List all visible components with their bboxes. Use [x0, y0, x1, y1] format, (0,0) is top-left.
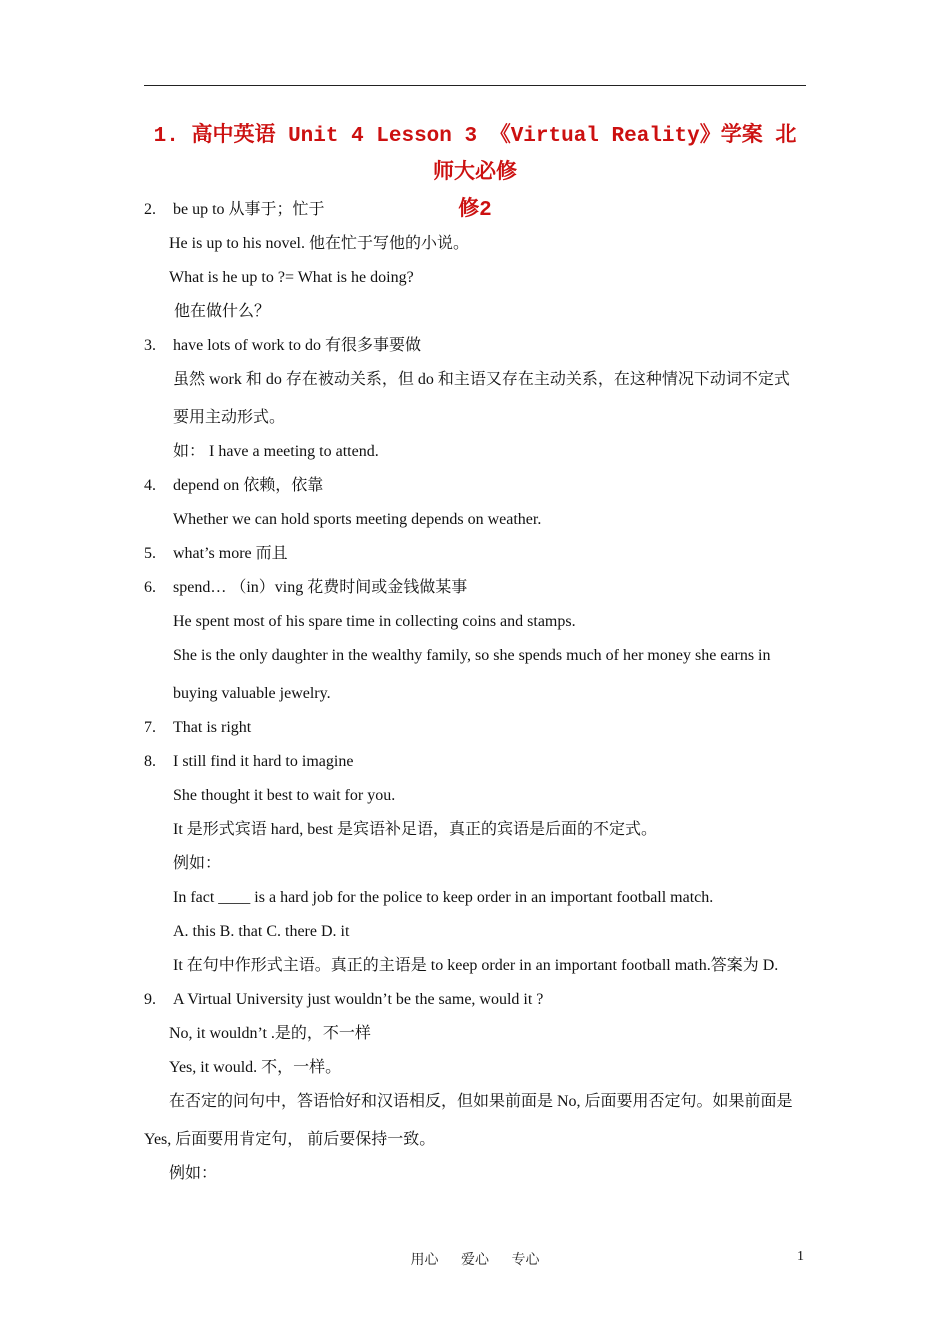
item-number: 8. — [144, 753, 156, 770]
item-heading: have lots of work to do 有很多事要做 — [173, 337, 421, 354]
page-number: 1 — [797, 1249, 804, 1264]
text-line: No, it wouldn’t .是的，不一样 — [169, 1025, 371, 1042]
text-line: 在否定的问句中，答语恰好和汉语相反，但如果前面是 No, 后面要用否定句。如果前面是 — [169, 1093, 793, 1110]
item-heading: I still find it hard to imagine — [173, 753, 354, 770]
text-line: 他在做什么？ — [174, 303, 271, 320]
item-heading: spend… （in）ving 花费时间或金钱做某事 — [173, 579, 468, 596]
footer-word: 专心 — [511, 1252, 540, 1268]
text-line: She is the only daughter in the wealthy family, so she spends much of her money she earns in — [173, 647, 771, 664]
item-heading: That is right — [173, 719, 252, 736]
page-footer — [0, 1249, 950, 1269]
text-line: In fact ____ is a hard job for the police to keep order in an important football match. — [173, 889, 714, 906]
text-line: Whether we can hold sports meeting depends on weather. — [173, 511, 542, 528]
text-line: It 是形式宾语 hard, best 是宾语补足语，真正的宾语是后面的不定式。 — [173, 821, 657, 838]
text-line: Yes, it would. 不，一样。 — [169, 1059, 342, 1076]
text-line: buying valuable jewelry. — [173, 685, 331, 702]
item-heading: depend on 依赖，依靠 — [173, 477, 324, 494]
item-number: 9. — [144, 991, 156, 1008]
item-number: 7. — [144, 719, 156, 736]
text-line: He is up to his novel. 他在忙于写他的小说。 — [169, 235, 469, 252]
text-line: 虽然 work 和 do 存在被动关系，但 do 和主语又存在主动关系，在这种情况下动词不定式 — [173, 371, 790, 388]
item-number: 3. — [144, 337, 156, 354]
header-rule — [144, 85, 806, 86]
item-heading: A Virtual University just wouldn’t be the same, would it ? — [173, 991, 544, 1008]
text-line: It 在句中作形式主语。真正的主语是 to keep order in an important football math.答案为 D. — [173, 957, 779, 974]
text-line: She thought it best to wait for you. — [173, 787, 396, 804]
text-line: 如： I have a meeting to attend. — [173, 443, 379, 460]
text-line: What is he up to ?= What is he doing? — [169, 269, 414, 286]
item-heading: be up to 从事于；忙于 — [173, 201, 325, 218]
title-line-1: 1. 高中英语 Unit 4 Lesson 3 《Virtual Reality》学案 北师大必修 — [153, 125, 797, 185]
text-line: A. this B. that C. there D. it — [173, 923, 350, 940]
item-heading: what’s more 而且 — [173, 545, 288, 562]
text-line: Yes, 后面要用肯定句， 前后要保持一致。 — [144, 1131, 436, 1148]
item-number: 6. — [144, 579, 156, 596]
item-number: 4. — [144, 477, 156, 494]
text-line: 例如： — [173, 855, 222, 872]
title-line-2: 修2 — [458, 199, 492, 222]
item-number: 2. — [144, 201, 156, 218]
footer-word: 用心 — [410, 1252, 439, 1268]
text-line: He spent most of his spare time in collecting coins and stamps. — [173, 613, 576, 630]
footer-word: 爱心 — [461, 1252, 489, 1268]
text-line: 例如： — [169, 1165, 218, 1182]
item-number: 5. — [144, 545, 156, 562]
text-line: 要用主动形式。 — [173, 409, 286, 426]
